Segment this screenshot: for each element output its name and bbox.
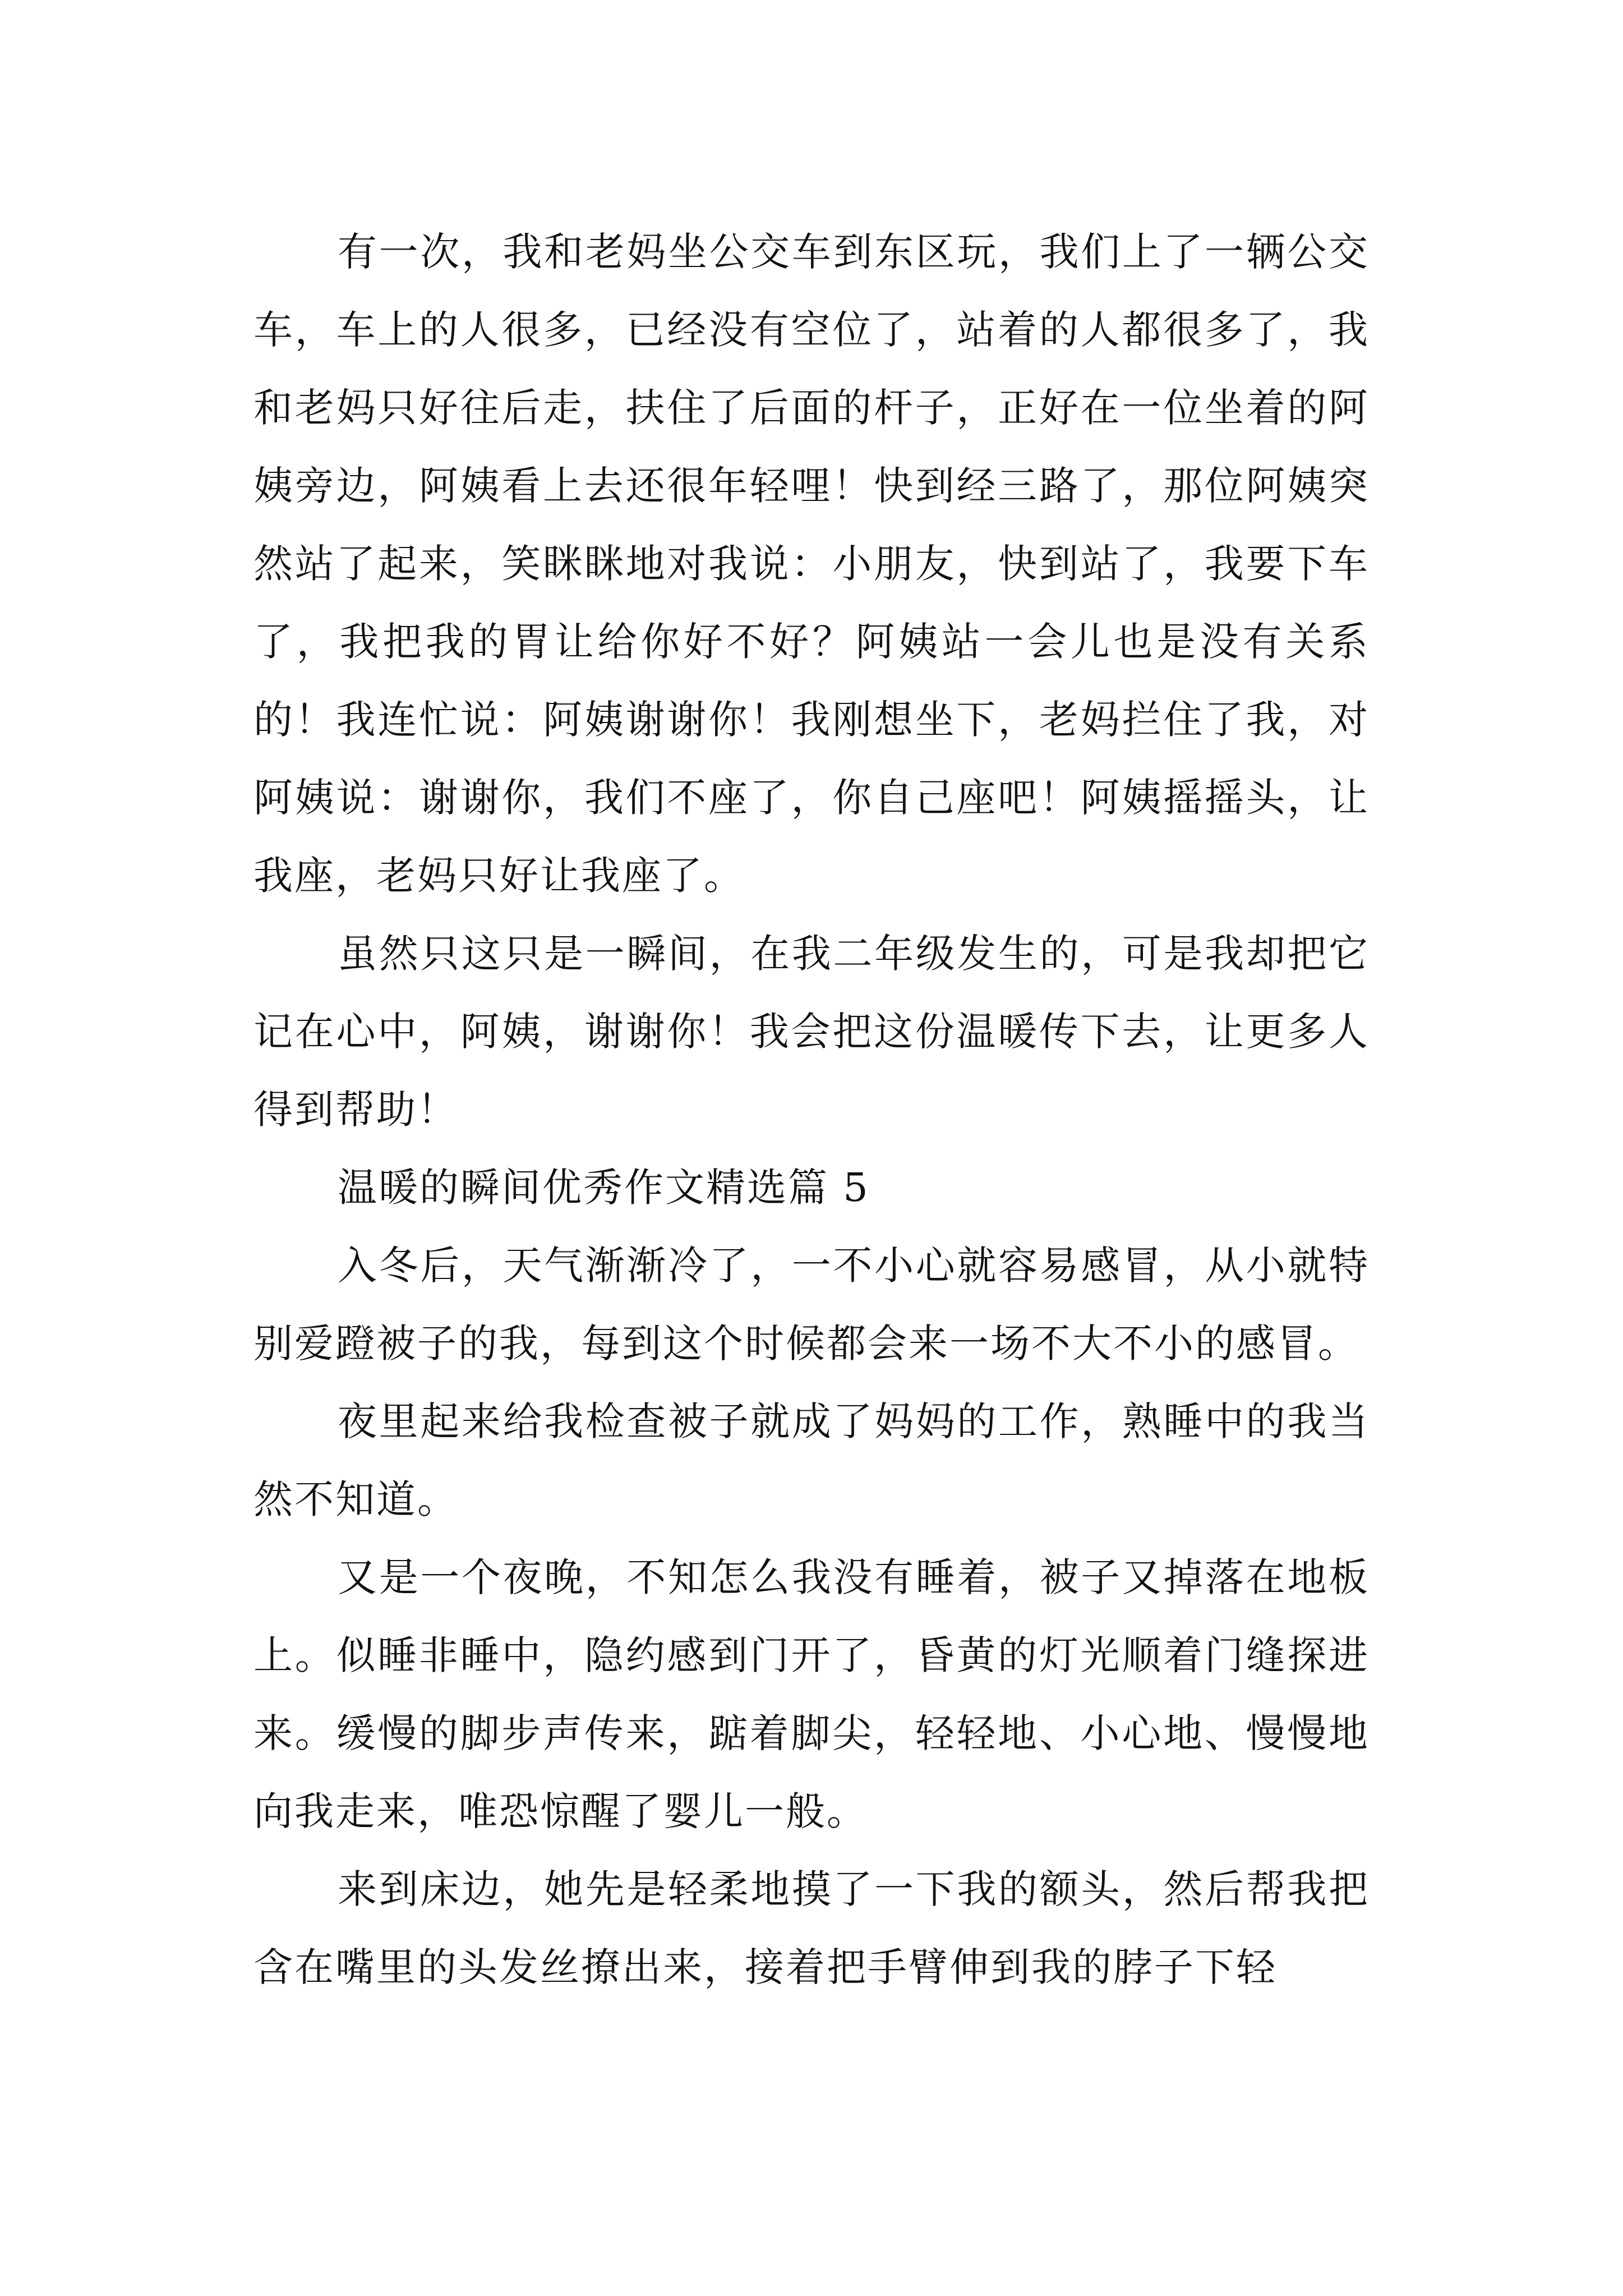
paragraph: 又是一个夜晚，不知怎么我没有睡着，被子又掉落在地板上。似睡非睡中，隐约感到门开了，昏黄的灯光顺着门缝探进来。缓慢的脚步声传来，踮着脚尖，轻轻地、小心地、慢慢地向我走来，唯恐惊醒了婴儿一般。 [253, 1554, 1370, 1834]
article-body [253, 213, 1370, 2007]
paragraph: 有一次，我和老妈坐公交车到东区玩，我们上了一辆公交车，车上的人很多，已经没有空位了，站着的人都很多了，我和老妈只好往后走，扶住了后面的杆子，正好在一位坐着的阿姨旁边，阿姨看上去还很年轻哩！快到经三路了，那位阿姨突然站了起来，笑眯眯地对我说：小朋友，快到站了，我要下车了，我把我的胃让给你好不好？阿姨站一会儿也是没有关系的！我连忙说：阿姨谢谢你！我刚想坐下，老妈拦住了我，对阿姨说：谢谢你，我们不座了，你自己座吧！阿姨摇摇头，让我座，老妈只好让我座了。 [253, 229, 1370, 899]
paragraph: 夜里起来给我检查被子就成了妈妈的工作，熟睡中的我当然不知道。 [253, 1398, 1370, 1522]
section-title: 温暖的瞬间优秀作文精选篇 5 [338, 1165, 870, 1211]
paragraph: 入冬后，天气渐渐冷了，一不小心就容易感冒，从小就特别爱蹬被子的我，每到这个时候都会来一场不大不小的感冒。 [253, 1243, 1370, 1366]
paragraph: 虽然只这只是一瞬间，在我二年级发生的，可是我却把它记在心中，阿姨，谢谢你！我会把这份温暖传下去，让更多人得到帮助！ [253, 931, 1370, 1133]
paragraph: 来到床边，她先是轻柔地摸了一下我的额头，然后帮我把含在嘴里的头发丝撩出来，接着把手臂伸到我的脖子下轻 [253, 1866, 1370, 1990]
